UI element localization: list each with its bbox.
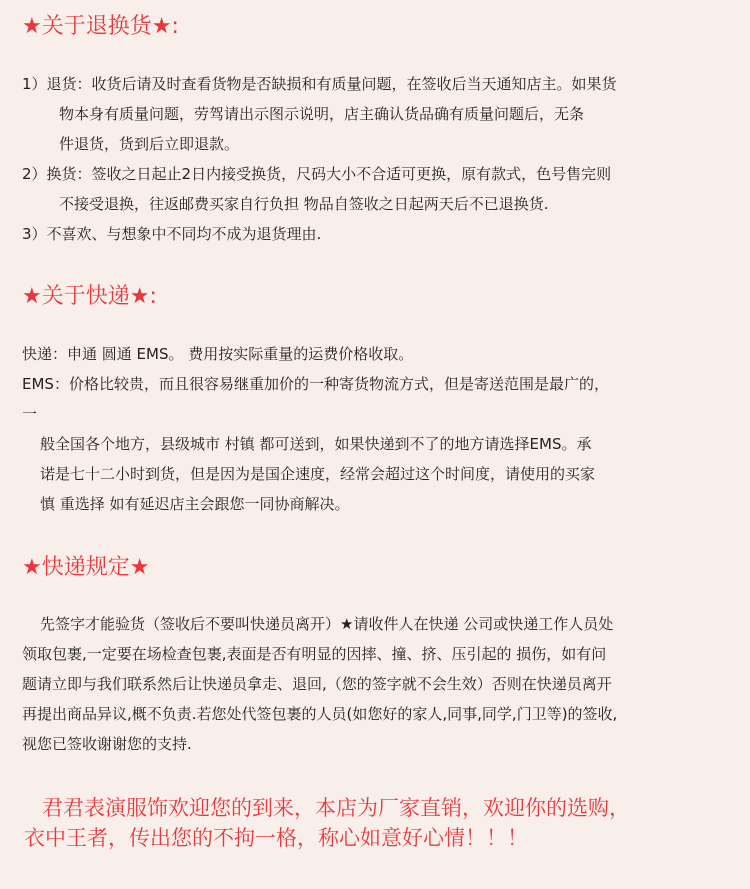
returns-line: 2）换货：签收之日起止2日内接受换货，尺码大小不合适可更换，原有款式，色号售完则	[22, 165, 612, 183]
courier-line: 般全国各个地方，县级城市 村镇 都可送到，如果快递到不了的地方请选择EMS。承	[40, 435, 592, 453]
courier-line: 慎 重选择 如有延迟店主会跟您一同协商解决。	[40, 495, 350, 513]
footer-line: 衣中王者，传出您的不拘一格，称心如意好心情！！！	[24, 826, 528, 850]
rules-line: 题请立即与我们联系然后让快递员拿走、退回,（您的签字就不会生效）否则在快递员离开	[22, 675, 612, 693]
rules-line: 再提出商品异议,概不负责.若您处代签包裹的人员(如您好的家人,同事,同学,门卫等)的签收,	[22, 705, 618, 723]
courier-line: 诺是七十二小时到货，但是因为是国企速度，经常会超过这个时间度，请使用的买家	[40, 465, 596, 483]
rules-heading: ★快递规定★	[22, 555, 150, 580]
returns-line: 不接受退换，往返邮费买家自行负担 物品自签收之日起两天后不已退换货.	[59, 195, 549, 213]
returns-heading: ★关于退换货★:	[22, 14, 179, 39]
rules-line: 先签字才能验货（签收后不要叫快递员离开）★请收件人在快递 公司或快递工作人员处	[40, 615, 614, 633]
courier-line: EMS：价格比较贵，而且很容易继重加价的一种寄货物流方式，但是寄送范围是最广的，	[22, 375, 609, 393]
courier-heading: ★关于快递★:	[22, 284, 157, 309]
returns-line: 3）不喜欢、与想象中不同均不成为退货理由.	[22, 225, 322, 243]
returns-line: 物本身有质量问题，劳驾请出示图示说明，店主确认货品确有质量问题后，无条	[59, 105, 585, 123]
returns-line: 1）退货：收货后请及时查看货物是否缺损和有质量问题，在签收后当天通知店主。如果货	[22, 75, 617, 93]
rules-line: 视您已签收谢谢您的支持.	[22, 735, 192, 753]
courier-line: 一	[22, 405, 38, 423]
returns-line: 件退货，货到后立即退款。	[59, 135, 240, 153]
courier-line: 快递：申通 圆通 EMS。 费用按实际重量的运费价格收取。	[22, 345, 414, 363]
footer-line: 君君表演服饰欢迎您的到来，本店为厂家直销，欢迎你的选购，	[42, 796, 630, 820]
rules-line: 领取包裹,一定要在场检查包裹,表面是否有明显的因摔、撞、挤、压引起的 损伤，如有问	[22, 645, 607, 663]
